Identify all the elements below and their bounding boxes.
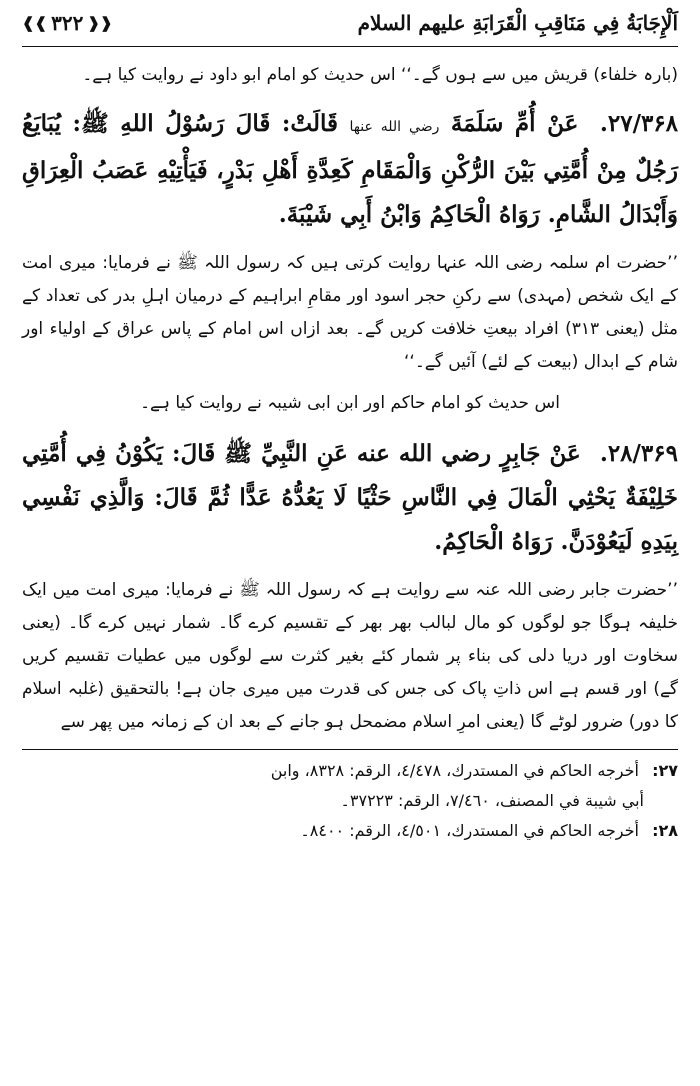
hadith-369-text: عَنْ جَابِرٍ رضي الله عنه عَنِ النَّبِيِّ ﷺ قَالَ: يَكُوْنُ فِي أُمَّتِي خَلِيْفَةٌ يَحْثِي الْمَالَ فِي النَّاسِ حَثْيًا لَا يَعُدُّهُ عَدًّا ثُمَّ قَالَ: وَالَّذِي نَفْسِي بِيَدِهِ لَيَعُوْدَنَّ. رَوَاهُ الْحَاكِمُ. [22,440,678,555]
hadith-369-arabic [22,432,678,564]
previous-hadith-continuation: (بارہ خلفاء) قریش میں سے ہوں گے۔‘‘ اس حدیث کو امام ابو داود نے روایت کیا ہے۔ [82,65,678,85]
footnote-27-continuation: أبي شيبة في المصنف، ٧/٤٦٠، الرقم: ٣٧٢٢٣۔ [340,791,644,810]
hadith-369-number: ۲۸/۳۶۹. [599,440,678,467]
footnote-27 [22,756,678,786]
footnote-number: ۲۸: [652,821,678,840]
footnote-text: أخرجه الحاكم في المستدرك، ٤/٤٧٨، الرقم: ٨٣٢٨، وابن [270,761,639,780]
ornament-icon: ❱❱ [22,14,48,32]
hadith-368-text-b: قَالَتْ: قَالَ رَسُوْلُ اللهِ ﷺ: يُبَايَعُ رَجُلٌ مِنْ أُمَّتِي بَيْنَ الرُّكْنِ وَالْمَقَامِ كَعِدَّةِ أَهْلِ بَدْرٍ، فَيَأْتِيْهِ عَصَبُ الْعِرَاقِ وَأَبْدَالُ الشَّامِ. رَوَاهُ الْحَاكِمُ وَابْنُ أَبِي شَيْبَةَ. [22,110,678,228]
footnote-divider [22,749,678,750]
hadith-368-honorific: رضي الله عنها [349,119,440,135]
hadith-368-translation: ’’حضرت ام سلمہ رضی اللہ عنہا روایت کرتی ہیں کہ رسول اللہ ﷺ نے فرمایا: میری امت کے ایک شخص (مہدی) سے رکنِ حجر اسود اور مقامِ ابراہیم کے درمیان اہلِ بدر کی تعداد کے مثل (یعنی ۳۱۳) افراد بیعتِ خلافت کریں گے۔ بعد ازاں اس امام کے پاس عراق کے اولیاء اور شام کے ابدال (بیعت کے لئے) آئیں گے۔‘‘ [22,253,678,372]
footnotes [22,756,678,846]
footnote-number: ۲۷: [652,761,678,780]
book-title: اَلْإِجَابَةُ فِي مَنَاقِبِ الْقَرَابَةِ عليهم السلام [357,11,678,35]
hadith-368-number: ۲۷/۳۶۸. [599,110,679,137]
ornament-icon: ❰❰ [87,14,113,32]
footnote-28 [22,816,678,846]
hadith-369-translation: ’’حضرت جابر رضی اللہ عنہ سے روایت ہے کہ رسول اللہ ﷺ نے فرمایا: میری امت میں ایک خلیفہ ہوگا جو لوگوں کو مال لبالب بھر بھر کے تقسیم کرے گا۔ شمار نہیں کرے گا۔ (یعنی سخاوت اور دریا دلی کی بناء پر شمار کئے بغیر کثرت سے لوگوں میں عطیات تقسیم کریں گے) اور قسم ہے اس ذاتِ پاک کی جس کی قدرت میں میری جان ہے! بالتحقیق (غلبہ اسلام کا دور) ضرور لوٹے گا (یعنی امرِ اسلام مضمحل ہو جانے کے بعد ان کے زمانہ میں پھر سے [22,580,678,732]
page-number-box [22,11,113,35]
page-header [22,0,678,47]
page-number: ۳۲۲ [51,11,84,35]
footnote-text: أخرجه الحاكم في المستدرك، ٤/٥٠١، الرقم: ٨٤٠٠۔ [300,821,639,840]
hadith-368-text-a: عَنْ أُمِّ سَلَمَةَ [450,110,579,137]
hadith-368-narration: اس حدیث کو امام حاکم اور ابن ابی شیبہ نے روایت کیا ہے۔ [140,393,560,413]
hadith-368-arabic [22,102,678,237]
